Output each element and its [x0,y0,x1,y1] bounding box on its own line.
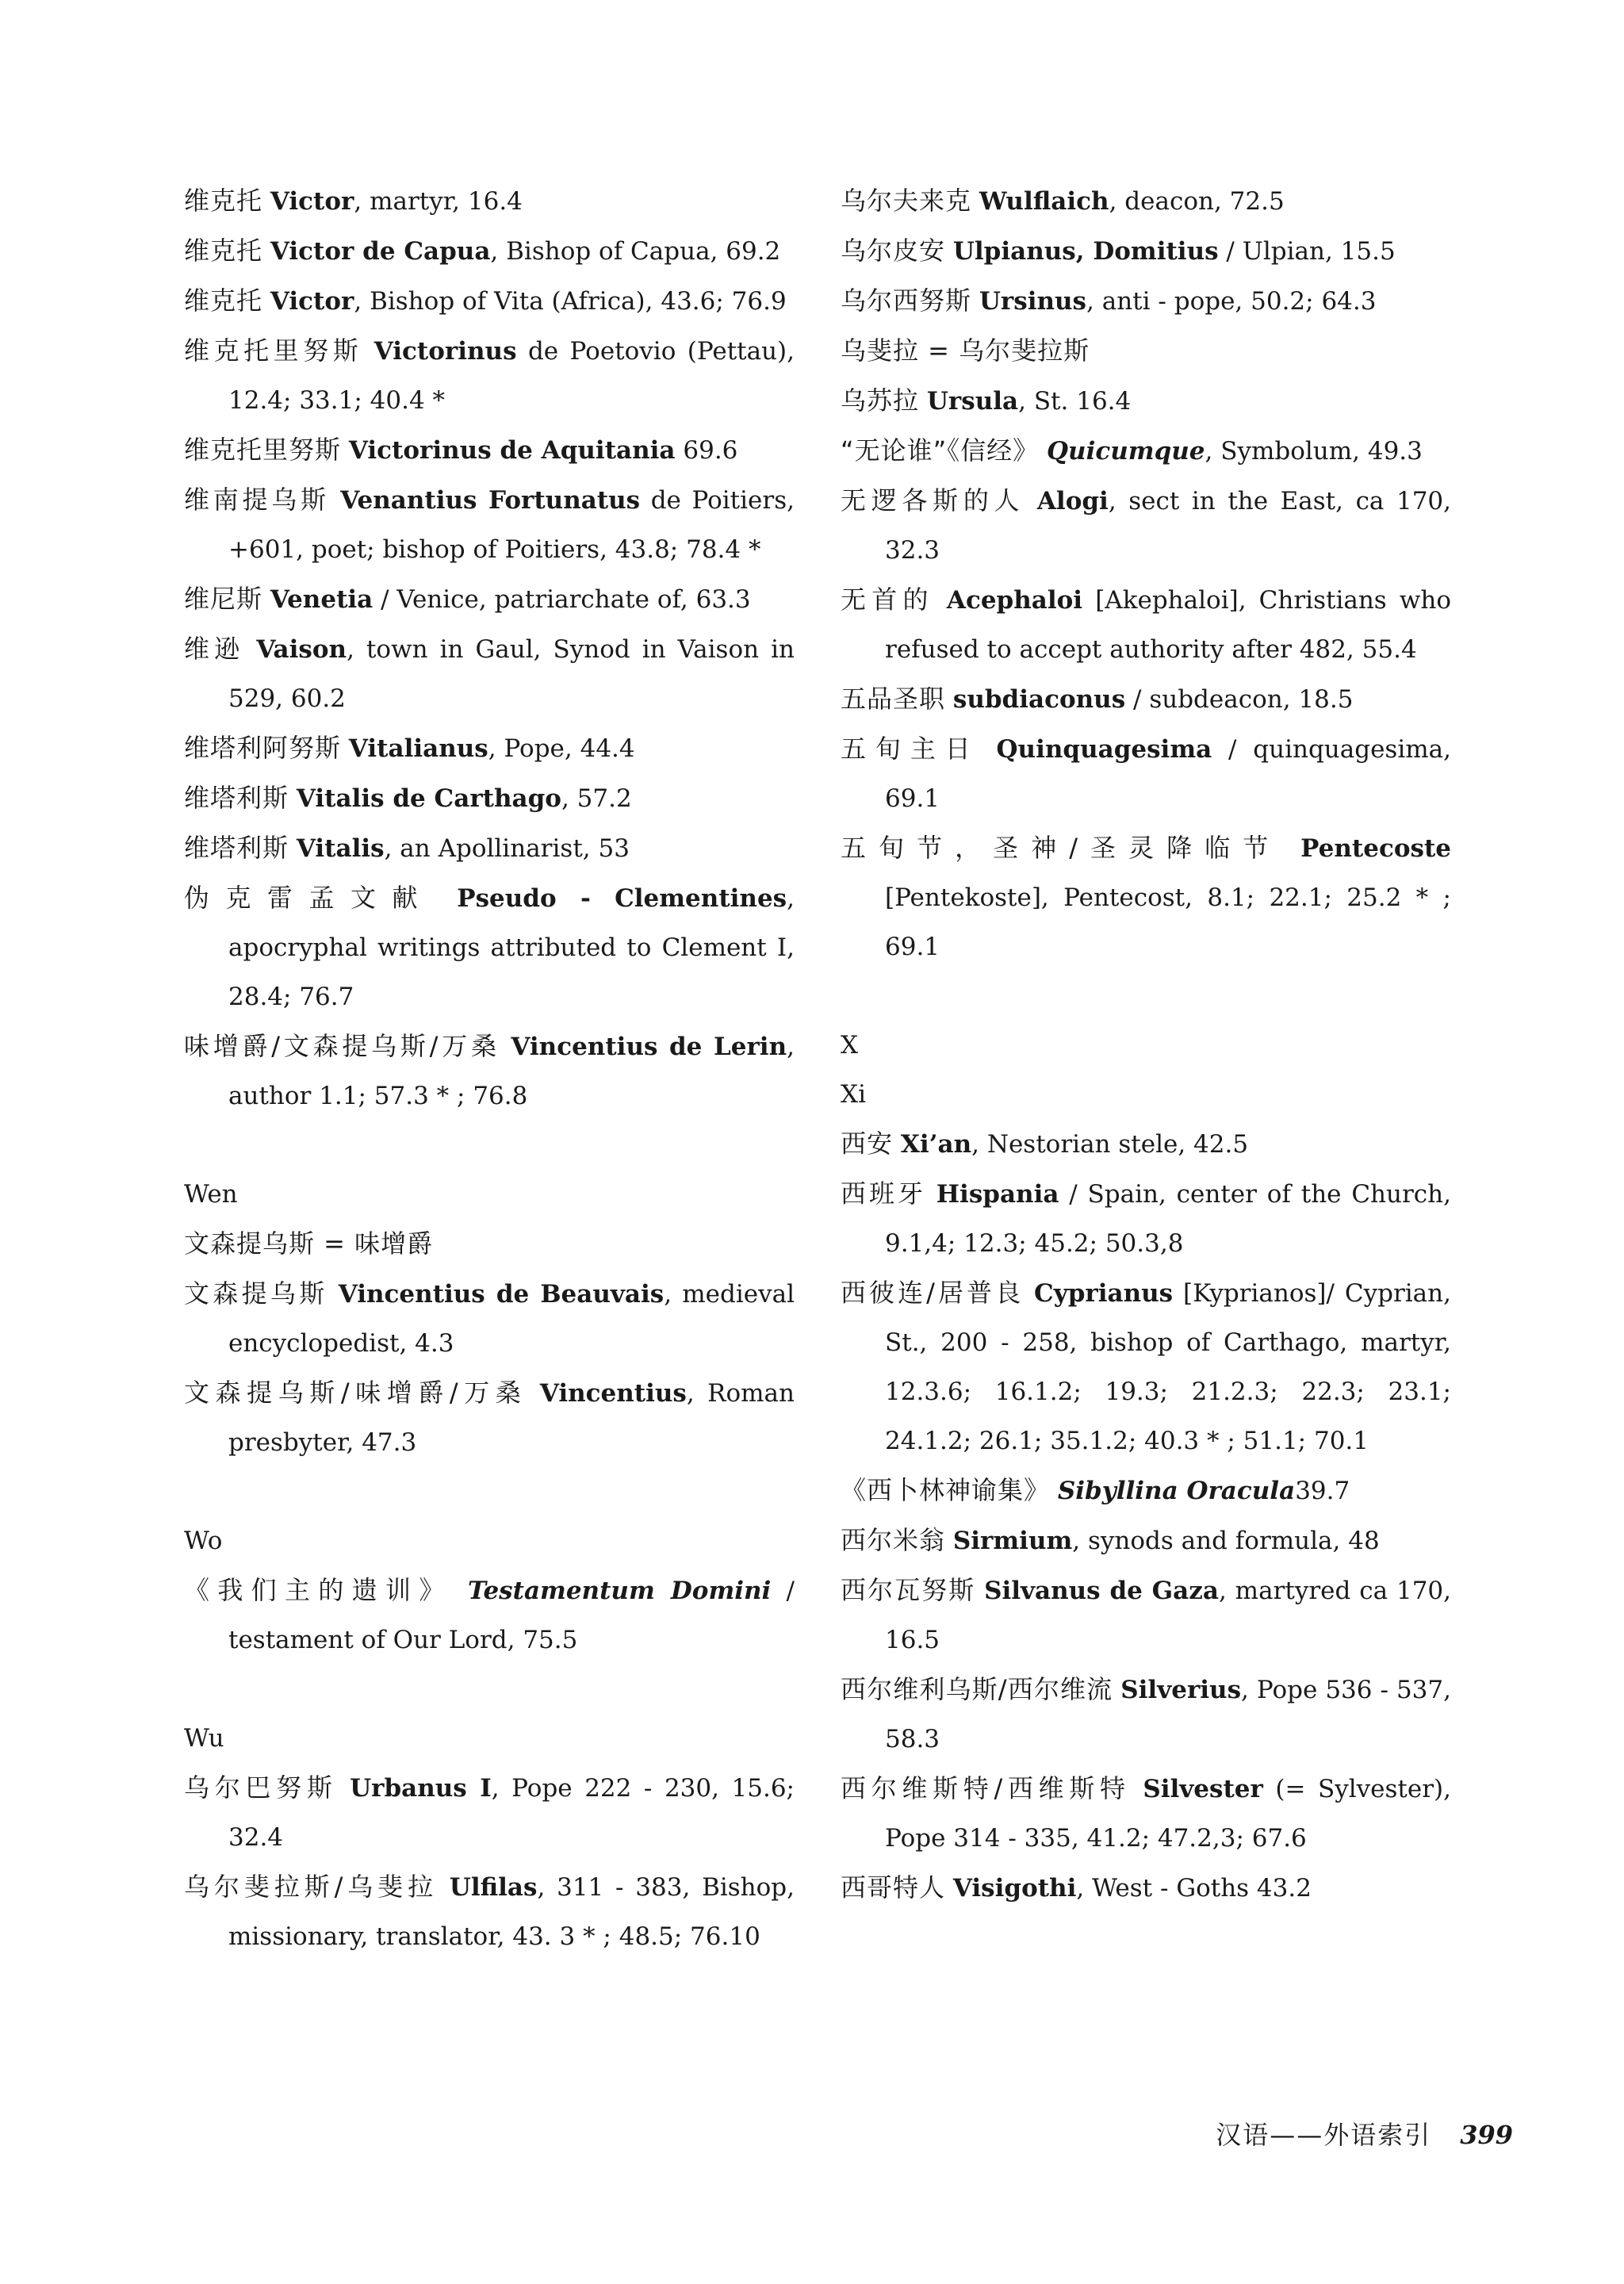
entry-chinese-term: 文森提乌斯 = 味增爵 [184,1228,434,1259]
entry-description: , 57.2 [561,784,632,813]
entry-description: / testament of Our Lord, 75.5 [228,1577,795,1654]
entry-description: / Spain, center of the Church, 9.1,4; 12.3; 45.2; 50.3,8 [885,1180,1451,1258]
index-entry [841,176,1451,226]
entry-foreign-term: Ulpianus, Domitius [952,237,1219,266]
index-entry [841,724,1451,823]
entry-foreign-term: Victorinus de Aquitania [348,436,676,465]
entry-foreign-term: Vitalis de Carthago [296,784,561,813]
entry-foreign-term: Ulfilas [449,1873,538,1902]
index-entry [184,1269,795,1368]
entry-description: / quinquagesima, 69.1 [885,735,1451,813]
entry-foreign-term: subdiaconus [952,685,1126,714]
entry-description: 39.7 [1295,1477,1350,1505]
entry-foreign-term: Victorinus [373,337,517,366]
entry-description: , town in Gaul, Synod in Vaison in 529, 60.2 [228,635,795,713]
index-entry [184,276,795,326]
entry-description: 69.6 [675,436,738,465]
entry-foreign-term: Vaison [256,635,347,664]
index-entry [184,1862,795,1961]
entry-chinese-term: 五旬节，圣神/圣灵降临节 [841,833,1281,863]
index-entry [841,1565,1451,1665]
entry-chinese-term: 西尔维斯特/西维斯特 [841,1773,1131,1803]
entry-description: [Pentekoste], Pentecost, 8.1; 22.1; 25.2 * ; 69.1 [885,883,1451,961]
entry-chinese-term: 维塔利阿努斯 [184,733,342,763]
index-entry [184,475,795,574]
entry-foreign-term: Vitalianus [348,734,488,763]
entry-foreign-term: Vincentius de Lerin [511,1033,787,1061]
index-entry [184,723,795,773]
entry-description: , Nestorian stele, 42.5 [971,1130,1249,1159]
entry-foreign-term: Wulflaich [979,187,1109,216]
page-footer [1216,2119,1513,2151]
index-entry [184,326,795,425]
index-entry [841,1863,1451,1913]
entry-chinese-term: 乌尔夫来克 [841,186,972,216]
entry-foreign-term: Hispania [936,1180,1059,1209]
entry-description: (= Sylvester), Pope 314 - 335, 41.2; 47.2,3; 67.6 [885,1775,1451,1853]
entry-description: , Pope, 44.4 [488,734,635,763]
entry-chinese-term: 五旬主日 [841,734,980,764]
entry-chinese-term: 五品圣职 [841,684,946,714]
entry-chinese-term: 乌尔巴努斯 [184,1772,338,1803]
entry-foreign-term: Silvester [1143,1775,1263,1803]
entry-chinese-term: 乌斐拉 = 乌尔斐拉斯 [841,335,1090,366]
page-number: 399 [1460,2120,1513,2150]
entry-foreign-term: Victor de Capua [270,237,491,266]
entry-chinese-term: 文森提乌斯 [184,1278,328,1309]
entry-description: [Kyprianos]/ Cyprian, St., 200 - 258, bishop of Carthago, martyr, 12.3.6; 16.1.2; 19.3; 21.2.3; 22.3; 23.1; 24.1.2; 26.1; 35.1.2; 40.3 * ; 51.1; 70.1 [885,1279,1451,1455]
entry-chinese-term: 乌尔西努斯 [841,286,972,316]
entry-chinese-term: 《我们主的遗训》 [184,1575,453,1605]
entry-foreign-term: Vincentius [539,1379,687,1408]
entry-description: , martyr, 16.4 [354,187,523,216]
entry-foreign-term: Pseudo - Clementines [457,884,787,913]
index-entry [841,276,1451,326]
entry-description: / Venice, patriarchate of, 63.3 [373,585,751,614]
entry-chinese-term: 维克托里努斯 [184,435,342,465]
entry-chinese-term: 《西卜林神谕集》 [841,1475,1051,1505]
entry-description: , medieval encyclopedist, 4.3 [228,1280,795,1358]
index-entry [841,326,1451,376]
entry-description: , anti - pope, 50.2; 64.3 [1086,287,1377,316]
entry-description: , an Apollinarist, 53 [384,834,630,863]
entry-description: , St. 16.4 [1018,387,1132,416]
index-entry [184,773,795,823]
index-entry [841,1119,1451,1169]
index-entry [841,426,1451,476]
entry-foreign-term: Sibyllina Oracula [1057,1477,1296,1505]
index-entry [184,823,795,873]
index-entry [184,1021,795,1121]
entry-chinese-term: 西尔米翁 [841,1525,946,1555]
index-entry [184,1565,795,1665]
entry-description: , Pope 222 - 230, 15.6; 32.4 [228,1774,795,1852]
entry-chinese-term: 无逻各斯的人 [841,485,1025,515]
entry-foreign-term: Victor [270,287,354,316]
entry-description: , Bishop of Vita (Africa), 43.6; 76.9 [354,287,787,316]
entry-chinese-term: 维塔利斯 [184,783,289,813]
entry-foreign-term: Xi’an [900,1130,972,1159]
entry-description: , Bishop of Capua, 69.2 [490,237,781,266]
entry-foreign-term: Visigothi [952,1874,1077,1903]
entry-foreign-term: Venetia [270,585,373,614]
index-entry [841,674,1451,724]
index-entry [841,1665,1451,1764]
entry-description: de Poetovio (Pettau), 12.4; 33.1; 40.4 * [228,337,795,415]
entry-description: , martyred ca 170, 16.5 [885,1577,1451,1654]
entry-description: , deacon, 72.5 [1109,187,1285,216]
entry-foreign-term: Silvanus de Gaza [984,1577,1219,1605]
entry-chinese-term: 维克托 [184,286,263,316]
entry-description: , Pope 536 - 537, 58.3 [885,1676,1451,1753]
entry-description: , Roman presbyter, 47.3 [228,1379,795,1457]
entry-foreign-term: Acephaloi [946,586,1083,615]
entry-chinese-term: 乌苏拉 [841,385,920,416]
entry-description: / Ulpian, 15.5 [1218,237,1396,266]
entry-description: , apocryphal writings attributed to Clement I, 28.4; 76.7 [228,884,795,1011]
section-letter-heading: X [841,1031,859,1060]
index-entry [841,476,1451,575]
index-entry [841,1764,1451,1863]
entry-chinese-term: 西安 [841,1129,894,1159]
entry-chinese-term: 维克托 [184,186,263,216]
entry-chinese-term: 伪克雷孟文献 [184,883,434,913]
section-letter-heading: Wo [184,1527,223,1555]
entry-description: , synods and formula, 48 [1072,1527,1380,1555]
entry-chinese-term: 西彼连/居普良 [841,1278,1025,1308]
index-entry [841,376,1451,426]
index-entry [841,226,1451,276]
entry-chinese-term: 味增爵/文森提乌斯/万桑 [184,1031,500,1061]
index-entry [184,624,795,723]
index-entry [841,1466,1451,1516]
entry-chinese-term: 维克托里努斯 [184,335,363,366]
section-letter-heading: Xi [841,1080,866,1109]
index-entry [184,1763,795,1862]
entry-description: [Akephaloi], Christians who refused to accept authority after 482, 55.4 [885,586,1451,664]
entry-chinese-term: 文森提乌斯/味增爵/万桑 [184,1378,527,1408]
index-entry [184,873,795,1021]
entry-foreign-term: Alogi [1036,487,1109,515]
entry-foreign-term: Cyprianus [1034,1279,1174,1308]
index-entry [184,574,795,624]
section-letter-heading: Wu [184,1724,224,1753]
entry-foreign-term: Pentecoste [1300,834,1451,863]
entry-chinese-term: 西尔维利乌斯/西尔维流 [841,1674,1113,1704]
entry-description: / subdeacon, 18.5 [1125,685,1354,714]
entry-foreign-term: Ursula [926,387,1019,416]
entry-foreign-term: Quicumque [1047,437,1205,466]
entry-chinese-term: 维尼斯 [184,584,263,614]
entry-chinese-term: 维南提乌斯 [184,485,330,515]
left-index-column [184,176,795,1961]
entry-description: , author 1.1; 57.3 * ; 76.8 [228,1033,795,1110]
index-entry [841,575,1451,674]
entry-foreign-term: Quinquagesima [996,735,1212,764]
entry-chinese-term: “无论谁”《信经》 [841,435,1040,466]
entry-description: , 311 - 383, Bishop, missionary, translator, 43. 3 * ; 48.5; 76.10 [228,1873,795,1951]
index-entry [841,1268,1451,1466]
entry-chinese-term: 乌尔皮安 [841,236,946,266]
entry-description: , sect in the East, ca 170, 32.3 [885,487,1451,565]
index-entry [184,176,795,226]
entry-chinese-term: 乌尔斐拉斯/乌斐拉 [184,1872,439,1902]
index-entry [841,1516,1451,1565]
right-index-column [841,176,1451,1913]
entry-chinese-term: 西班牙 [841,1178,926,1209]
index-entry [184,1219,795,1269]
entry-chinese-term: 维克托 [184,236,263,266]
section-letter-heading: Wen [184,1180,238,1209]
entry-chinese-term: 无首的 [841,584,934,615]
footer-section-title: 汉语——外语索引 [1216,2120,1432,2150]
entry-chinese-term: 西哥特人 [841,1872,946,1903]
entry-foreign-term: Victor [270,187,354,216]
entry-chinese-term: 维逊 [184,634,245,664]
index-entry [841,1169,1451,1268]
index-entry [841,823,1451,971]
entry-description: , Symbolum, 49.3 [1205,437,1423,466]
entry-foreign-term: Sirmium [952,1527,1073,1555]
entry-chinese-term: 维塔利斯 [184,833,289,863]
entry-foreign-term: Urbanus I [350,1774,492,1803]
entry-foreign-term: Vitalis [296,834,385,863]
entry-foreign-term: Ursinus [979,287,1087,316]
entry-foreign-term: Testamentum Domini [467,1577,772,1605]
index-entry [184,226,795,276]
entry-foreign-term: Venantius Fortunatus [340,486,641,515]
entry-description: de Poitiers, +601, poet; bishop of Poitiers, 43.8; 78.4 * [228,486,795,564]
entry-description: , West - Goths 43.2 [1076,1874,1312,1903]
index-entry [184,425,795,475]
entry-chinese-term: 西尔瓦努斯 [841,1575,976,1605]
entry-foreign-term: Vincentius de Beauvais [338,1280,665,1309]
entry-foreign-term: Silverius [1120,1676,1242,1704]
index-entry [184,1368,795,1467]
